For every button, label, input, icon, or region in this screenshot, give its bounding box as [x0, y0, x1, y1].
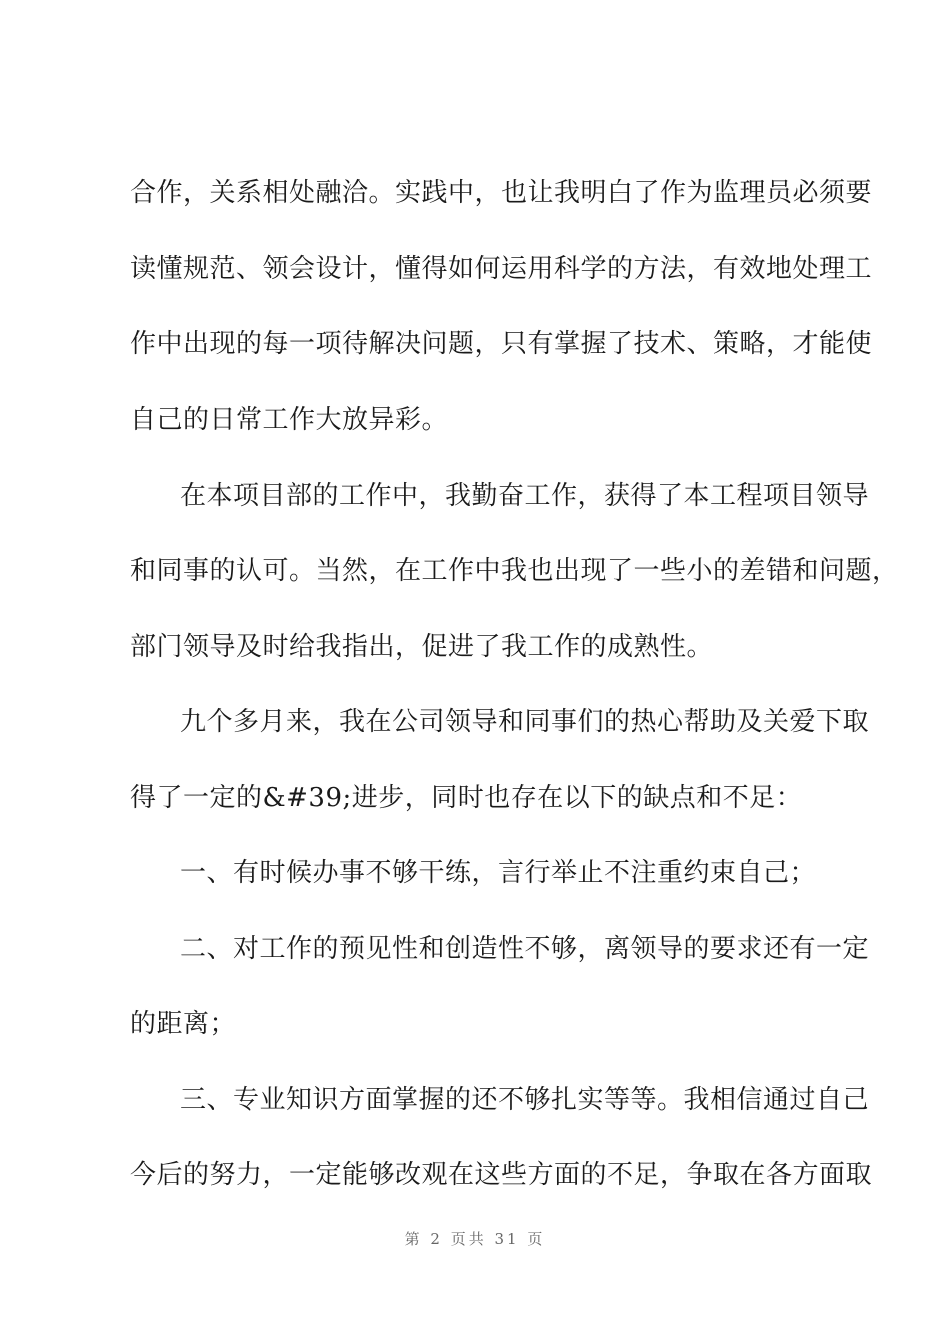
text-line-12: 的距离； — [130, 1009, 237, 1039]
text-line-5: 在本项目部的工作中，我勤奋工作，获得了本工程项目领导 — [180, 481, 870, 511]
text-line-9: 得了一定的&#39;进步，同时也存在以下的缺点和不足： — [130, 783, 803, 813]
text-line-4: 自己的日常工作大放异彩。 — [130, 405, 449, 435]
text-line-1: 合作，关系相处融洽。实践中，也让我明白了作为监理员必须要 — [130, 178, 873, 208]
text-line-8: 九个多月来，我在公司领导和同事们的热心帮助及关爱下取 — [180, 707, 870, 737]
text-line-7: 部门领导及时给我指出，促进了我工作的成熟性。 — [130, 632, 714, 662]
text-line-2: 读懂规范、领会设计，懂得如何运用科学的方法，有效地处理工 — [130, 254, 873, 284]
text-line-14: 今后的努力，一定能够改观在这些方面的不足，争取在各方面取 — [130, 1160, 873, 1190]
text-line-6: 和同事的认可。当然，在工作中我也出现了一些小的差错和问题， — [130, 556, 899, 586]
page-number-footer: 第 2 页共 31 页 — [404, 1230, 546, 1248]
text-line-11: 二、对工作的预见性和创造性不够，离领导的要求还有一定 — [180, 934, 870, 964]
text-line-10: 一、有时候办事不够干练，言行举止不注重约束自己； — [180, 858, 817, 888]
text-line-3: 作中出现的每一项待解决问题，只有掌握了技术、策略，才能使 — [130, 329, 873, 359]
text-line-13: 三、专业知识方面掌握的还不够扎实等等。我相信通过自己 — [180, 1085, 870, 1115]
